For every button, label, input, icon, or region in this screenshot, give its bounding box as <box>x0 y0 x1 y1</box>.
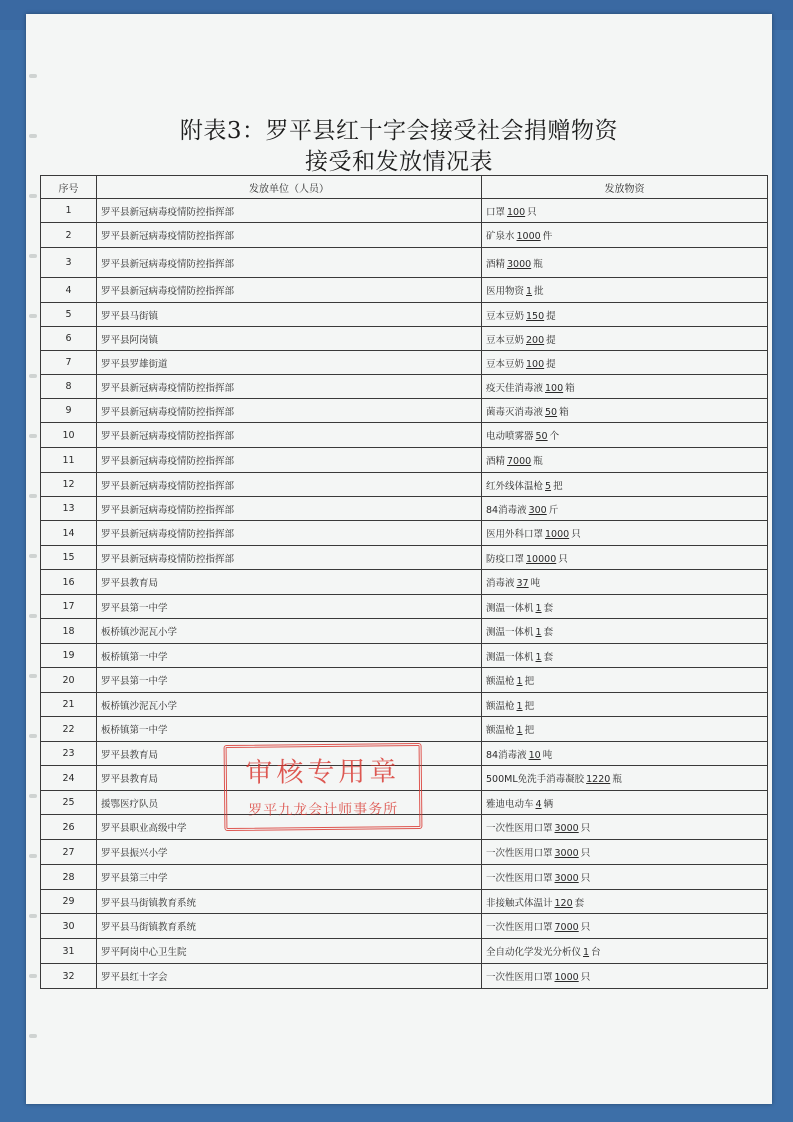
material-item: 测温一体机 <box>486 602 534 614</box>
row-unit: 罗平县教育局 <box>97 742 482 766</box>
row-material <box>482 939 768 964</box>
material-item: 84消毒液 <box>486 504 527 516</box>
table-row <box>41 619 768 644</box>
row-unit: 罗平县新冠病毒疫情防控指挥部 <box>97 521 482 546</box>
row-unit: 罗平县新冠病毒疫情防控指挥部 <box>97 199 482 223</box>
material-quantity: 150 <box>526 310 545 322</box>
table-row <box>41 939 768 964</box>
material-measure: 吨 <box>530 578 541 589</box>
table-row <box>41 964 768 989</box>
row-unit: 罗平县新冠病毒疫情防控指挥部 <box>97 278 482 303</box>
material-item: 额温枪 <box>486 700 515 712</box>
table-row <box>41 693 768 717</box>
row-material <box>482 964 768 989</box>
material-quantity: 100 <box>545 382 564 394</box>
table-header-row <box>41 176 768 199</box>
material-measure: 套 <box>543 627 554 638</box>
row-number: 26 <box>41 815 97 840</box>
row-material <box>482 473 768 497</box>
table-row <box>41 890 768 914</box>
row-number: 27 <box>41 840 97 865</box>
material-quantity: 1220 <box>586 774 611 785</box>
material-item: 500ML免洗手消毒凝胶 <box>486 774 585 785</box>
material-measure: 只 <box>580 873 591 884</box>
material-item: 一次性医用口罩 <box>486 922 553 933</box>
material-measure: 只 <box>558 553 568 565</box>
material-measure: 台 <box>591 947 601 958</box>
material-measure: 箱 <box>559 406 569 418</box>
row-material <box>482 914 768 939</box>
material-measure: 斤 <box>548 504 559 516</box>
row-number: 23 <box>41 742 97 766</box>
row-material <box>482 223 768 248</box>
row-material <box>482 693 768 717</box>
row-unit: 罗平县新冠病毒疫情防控指挥部 <box>97 473 482 497</box>
material-quantity: 10 <box>528 749 541 761</box>
row-material <box>482 303 768 327</box>
row-material <box>482 766 768 791</box>
material-quantity: 200 <box>526 334 545 346</box>
row-unit: 罗平阿岗中心卫生院 <box>97 939 482 964</box>
material-quantity: 1 <box>583 947 590 958</box>
material-item: 医用外科口罩 <box>486 529 544 540</box>
material-item: 防疫口罩 <box>486 553 525 565</box>
row-unit: 罗平县新冠病毒疫情防控指挥部 <box>97 423 482 448</box>
row-material <box>482 448 768 473</box>
table-row <box>41 375 768 399</box>
material-item: 酒精 <box>486 456 506 467</box>
row-number: 31 <box>41 939 97 964</box>
row-material <box>482 375 768 399</box>
material-quantity: 4 <box>535 798 542 810</box>
material-quantity: 100 <box>526 358 545 370</box>
row-unit: 罗平县新冠病毒疫情防控指挥部 <box>97 223 482 248</box>
stamp-title: 审核专用章 <box>245 756 401 789</box>
row-number: 3 <box>41 248 97 278</box>
material-measure: 只 <box>580 848 591 859</box>
row-unit: 板桥镇第一中学 <box>97 717 482 742</box>
row-unit: 罗平县新冠病毒疫情防控指挥部 <box>97 546 482 570</box>
table-row <box>41 278 768 303</box>
material-item: 全自动化学发光分析仪 <box>486 947 582 958</box>
row-unit: 罗平县新冠病毒疫情防控指挥部 <box>97 497 482 521</box>
row-number: 8 <box>41 375 97 399</box>
material-item: 非接触式体温计 <box>486 897 553 909</box>
row-number: 2 <box>41 223 97 248</box>
material-measure: 把 <box>553 480 563 492</box>
material-quantity: 7000 <box>554 922 579 933</box>
material-quantity: 3000 <box>554 848 579 859</box>
header-unit: 发放单位（人员） <box>97 176 482 199</box>
material-quantity: 1000 <box>554 972 579 983</box>
material-item: 红外线体温枪 <box>486 480 544 492</box>
row-number: 18 <box>41 619 97 644</box>
row-unit: 罗平县红十字会 <box>97 964 482 989</box>
material-item: 额温枪 <box>486 676 515 687</box>
row-number: 1 <box>41 199 97 223</box>
material-item: 医用物资 <box>486 286 525 297</box>
table-row <box>41 595 768 619</box>
table-row <box>41 423 768 448</box>
row-number: 13 <box>41 497 97 521</box>
audit-stamp <box>224 743 423 831</box>
row-material <box>482 327 768 351</box>
row-material <box>482 840 768 865</box>
header-materials: 发放物资 <box>482 176 768 199</box>
row-material <box>482 619 768 644</box>
row-number: 29 <box>41 890 97 914</box>
material-measure: 只 <box>580 972 591 983</box>
table-row <box>41 351 768 375</box>
row-unit: 罗平县第一中学 <box>97 668 482 693</box>
material-quantity: 1000 <box>545 529 570 540</box>
material-quantity: 3000 <box>507 258 532 270</box>
table-row <box>41 497 768 521</box>
row-number: 6 <box>41 327 97 351</box>
table-row <box>41 914 768 939</box>
table-row <box>41 840 768 865</box>
material-quantity: 1 <box>516 700 523 712</box>
material-measure: 箱 <box>565 382 575 394</box>
material-item: 口罩 <box>486 206 506 218</box>
material-quantity: 1 <box>516 725 523 736</box>
material-item: 豆本豆奶 <box>486 334 525 346</box>
material-quantity: 1000 <box>516 231 541 242</box>
row-unit: 罗平县马街镇教育系统 <box>97 914 482 939</box>
row-number: 11 <box>41 448 97 473</box>
row-number: 9 <box>41 399 97 423</box>
row-material <box>482 815 768 840</box>
table-row <box>41 199 768 223</box>
scanned-page <box>26 14 772 1104</box>
material-item: 一次性医用口罩 <box>486 873 553 884</box>
material-measure: 只 <box>580 823 591 834</box>
material-item: 测温一体机 <box>486 627 534 638</box>
material-quantity: 1 <box>526 286 533 297</box>
material-item: 一次性医用口罩 <box>486 823 553 834</box>
material-measure: 只 <box>571 529 581 540</box>
table-row <box>41 223 768 248</box>
material-quantity: 1 <box>535 602 542 614</box>
material-quantity: 120 <box>554 897 573 909</box>
row-unit: 罗平县罗雄街道 <box>97 351 482 375</box>
row-number: 14 <box>41 521 97 546</box>
row-number: 28 <box>41 865 97 890</box>
header-no: 序号 <box>41 176 97 199</box>
material-quantity: 50 <box>535 431 548 442</box>
material-measure: 吨 <box>542 749 553 761</box>
material-quantity: 1 <box>516 676 523 687</box>
row-number: 7 <box>41 351 97 375</box>
material-quantity: 10000 <box>526 553 557 565</box>
row-number: 24 <box>41 766 97 791</box>
table-row <box>41 570 768 595</box>
row-material <box>482 351 768 375</box>
material-quantity: 3000 <box>554 873 579 884</box>
table-row <box>41 399 768 423</box>
row-material <box>482 521 768 546</box>
material-measure: 只 <box>527 206 537 218</box>
row-material <box>482 717 768 742</box>
material-quantity: 3000 <box>554 823 579 834</box>
row-material <box>482 399 768 423</box>
material-measure: 把 <box>524 725 535 736</box>
distribution-table <box>40 175 768 989</box>
row-unit: 罗平县阿岗镇 <box>97 327 482 351</box>
row-unit: 罗平县马街镇教育系统 <box>97 890 482 914</box>
material-item: 豆本豆奶 <box>486 358 525 370</box>
material-measure: 辆 <box>543 798 554 810</box>
row-unit: 罗平县新冠病毒疫情防控指挥部 <box>97 375 482 399</box>
material-measure: 只 <box>580 922 591 933</box>
material-quantity: 1 <box>535 651 542 663</box>
row-number: 5 <box>41 303 97 327</box>
material-measure: 提 <box>546 310 556 322</box>
row-unit: 罗平县第三中学 <box>97 865 482 890</box>
table-row <box>41 644 768 668</box>
row-number: 20 <box>41 668 97 693</box>
row-number: 12 <box>41 473 97 497</box>
material-quantity: 50 <box>545 406 558 418</box>
material-item: 一次性医用口罩 <box>486 972 553 983</box>
material-measure: 提 <box>546 358 556 370</box>
material-item: 84消毒液 <box>486 749 527 761</box>
row-material <box>482 570 768 595</box>
row-number: 16 <box>41 570 97 595</box>
row-unit: 援鄂医疗队员 <box>97 791 482 815</box>
table-row <box>41 473 768 497</box>
table-row <box>41 327 768 351</box>
row-number: 19 <box>41 644 97 668</box>
row-material <box>482 546 768 570</box>
material-measure: 套 <box>543 602 554 614</box>
row-unit: 罗平县第一中学 <box>97 595 482 619</box>
row-material <box>482 497 768 521</box>
table-row <box>41 448 768 473</box>
material-quantity: 7000 <box>507 456 532 467</box>
row-material <box>482 199 768 223</box>
table-row <box>41 248 768 278</box>
material-item: 测温一体机 <box>486 651 534 663</box>
table-row <box>41 865 768 890</box>
row-unit: 罗平县新冠病毒疫情防控指挥部 <box>97 448 482 473</box>
table-row <box>41 521 768 546</box>
material-measure: 个 <box>549 431 560 442</box>
row-number: 15 <box>41 546 97 570</box>
row-unit: 板桥镇沙泥瓦小学 <box>97 693 482 717</box>
row-number: 10 <box>41 423 97 448</box>
table-row <box>41 668 768 693</box>
row-material <box>482 890 768 914</box>
row-number: 22 <box>41 717 97 742</box>
row-unit: 罗平县新冠病毒疫情防控指挥部 <box>97 399 482 423</box>
material-item: 酒精 <box>486 258 506 270</box>
material-quantity: 100 <box>507 206 526 218</box>
row-material <box>482 791 768 815</box>
row-unit: 罗平县教育局 <box>97 766 482 791</box>
row-material <box>482 742 768 766</box>
row-material <box>482 278 768 303</box>
material-item: 菌毒灭消毒液 <box>486 406 544 418</box>
material-quantity: 37 <box>516 578 529 589</box>
material-measure: 批 <box>534 286 544 297</box>
material-item: 电动喷雾器 <box>486 431 534 442</box>
title-line-2: 接受和发放情况表 <box>305 149 493 175</box>
material-quantity: 1 <box>535 627 542 638</box>
row-unit: 板桥镇第一中学 <box>97 644 482 668</box>
row-number: 17 <box>41 595 97 619</box>
row-unit: 罗平县振兴小学 <box>97 840 482 865</box>
row-unit: 板桥镇沙泥瓦小学 <box>97 619 482 644</box>
material-item: 矿泉水 <box>486 231 515 242</box>
row-material <box>482 423 768 448</box>
material-quantity: 300 <box>528 504 547 516</box>
row-material <box>482 668 768 693</box>
material-measure: 瓶 <box>612 774 622 785</box>
material-measure: 件 <box>542 231 553 242</box>
material-item: 疫天佳消毒液 <box>486 382 544 394</box>
row-number: 32 <box>41 964 97 989</box>
material-item: 额温枪 <box>486 725 515 736</box>
row-unit: 罗平县马街镇 <box>97 303 482 327</box>
stamp-org: 罗平九龙会计师事务所 <box>248 801 399 819</box>
row-unit: 罗平县教育局 <box>97 570 482 595</box>
material-item: 豆本豆奶 <box>486 310 525 322</box>
material-measure: 把 <box>524 700 535 712</box>
document-title <box>26 116 772 178</box>
row-unit: 罗平县新冠病毒疫情防控指挥部 <box>97 248 482 278</box>
material-measure: 瓶 <box>533 258 543 270</box>
table-row <box>41 303 768 327</box>
material-measure: 套 <box>574 897 585 909</box>
row-material <box>482 644 768 668</box>
row-number: 25 <box>41 791 97 815</box>
row-number: 4 <box>41 278 97 303</box>
row-material <box>482 865 768 890</box>
material-item: 消毒液 <box>486 578 515 589</box>
row-material <box>482 595 768 619</box>
table-row <box>41 717 768 742</box>
material-item: 雅迪电动车 <box>486 798 534 810</box>
material-measure: 提 <box>546 334 556 346</box>
row-unit: 罗平县职业高级中学 <box>97 815 482 840</box>
table-row <box>41 546 768 570</box>
material-measure: 把 <box>524 676 535 687</box>
material-measure: 套 <box>543 651 554 663</box>
row-number: 21 <box>41 693 97 717</box>
row-material <box>482 248 768 278</box>
material-quantity: 5 <box>545 480 552 492</box>
title-line-1: 附表3：罗平县红十字会接受社会捐赠物资 <box>179 118 619 144</box>
material-item: 一次性医用口罩 <box>486 848 553 859</box>
material-measure: 瓶 <box>533 456 543 467</box>
row-number: 30 <box>41 914 97 939</box>
